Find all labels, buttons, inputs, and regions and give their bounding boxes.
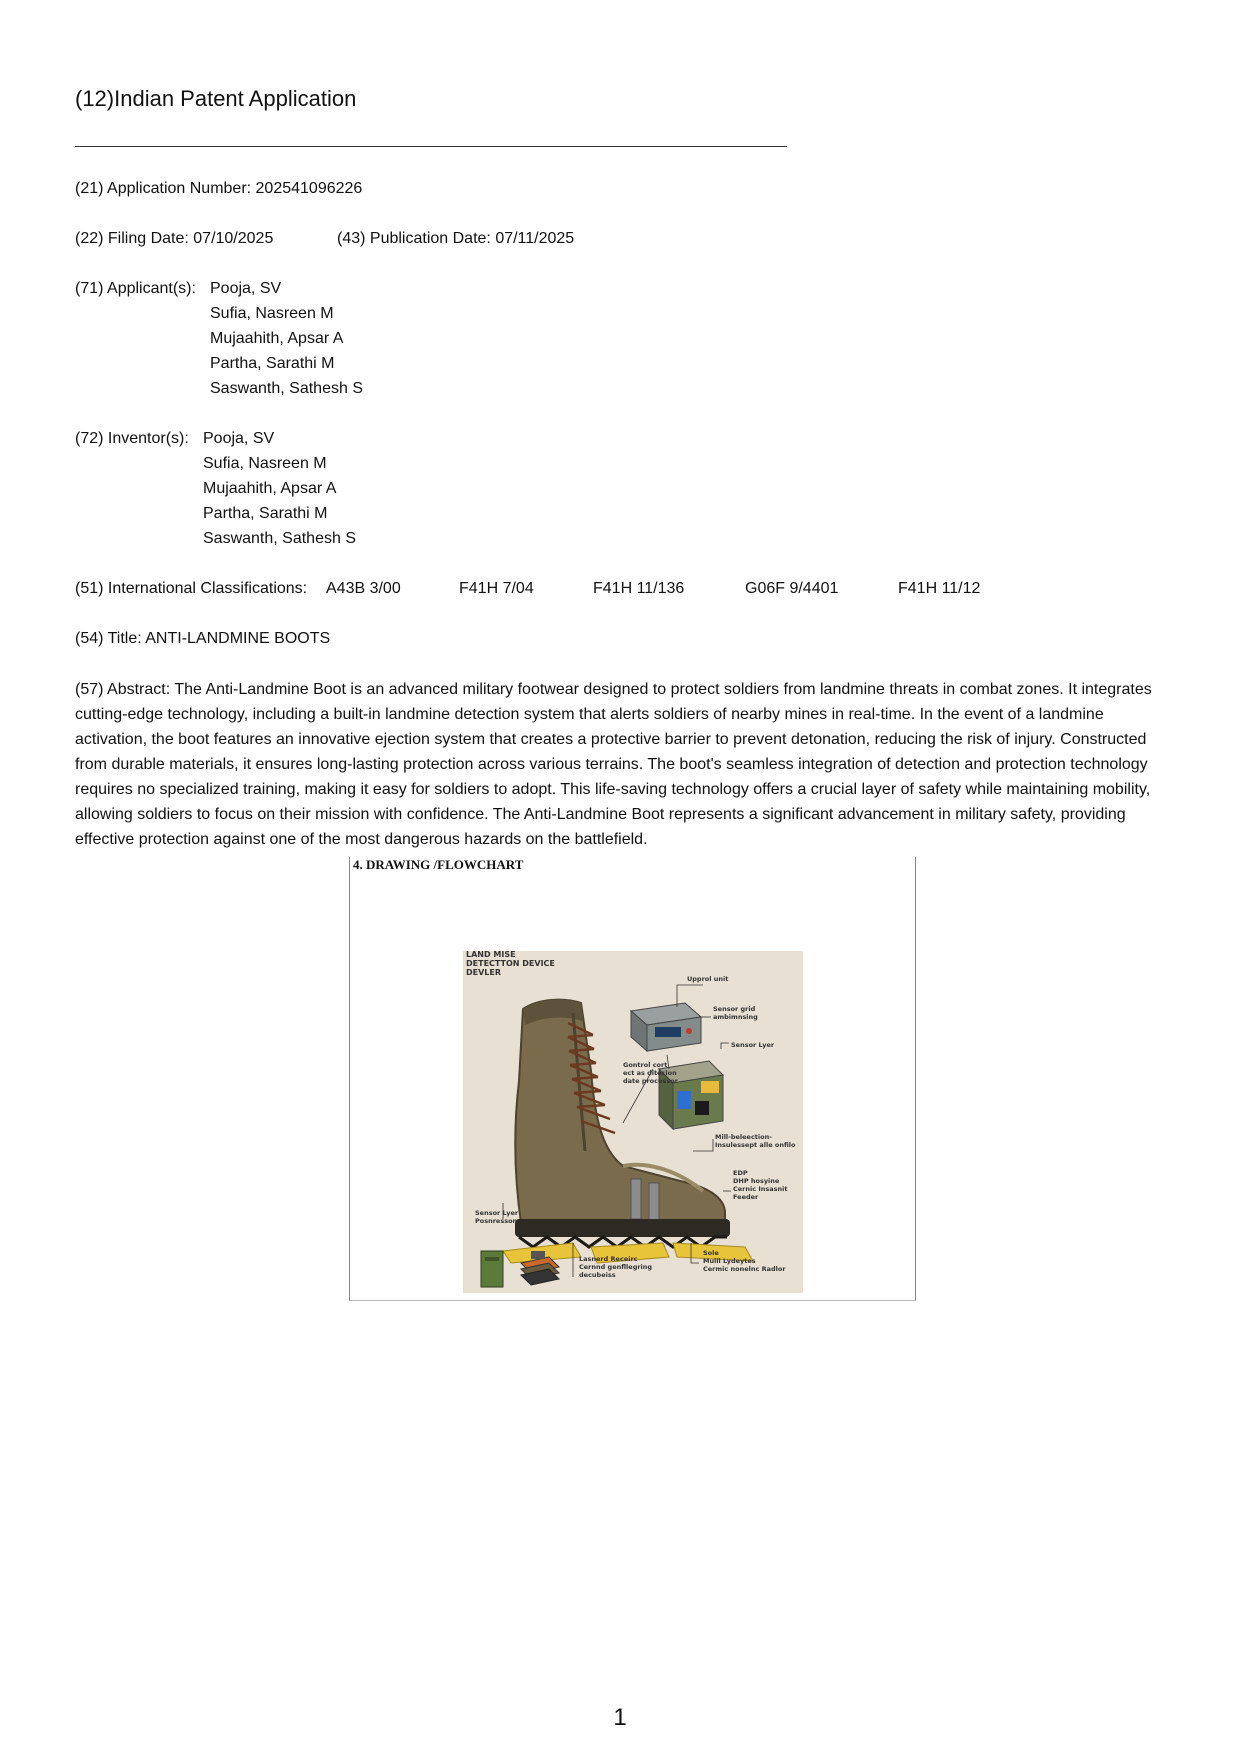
- label-edp: Feeder: [733, 1193, 759, 1201]
- label-lasnerd: decubeiss: [579, 1271, 616, 1279]
- application-number-field: [75, 176, 362, 201]
- filing-date-field: [75, 226, 273, 251]
- label-sole: Mulll Lydeytes: [703, 1257, 756, 1265]
- applicants-list: [210, 276, 363, 401]
- publication-date-value: 07/11/2025: [495, 230, 575, 247]
- classification-code: F41H 11/12: [898, 580, 981, 597]
- document-title: (12)Indian Patent Application: [75, 86, 357, 111]
- applicant-name: Sufia, Nasreen M: [210, 305, 334, 322]
- publication-date-field: [337, 226, 574, 251]
- label-sensor-layer: Sensor Lyer: [731, 1041, 775, 1049]
- publication-date-label: (43) Publication Date:: [337, 230, 496, 247]
- page-number: 1: [613, 1704, 627, 1731]
- label-edp: EDP: [733, 1169, 748, 1177]
- inventors-list: [203, 426, 356, 551]
- label-multi-selection: Insulessept alle onfilo: [715, 1141, 796, 1149]
- inventor-name: Saswanth, Sathesh S: [203, 530, 356, 547]
- label-multi-selection: Mill-beleection-: [715, 1133, 772, 1141]
- label-edp: Cernic Insasnit: [733, 1185, 788, 1193]
- label-sensor-layer-bottom: Sensor Lyer: [475, 1209, 519, 1217]
- abstract-text: The Anti-Landmine Boot is an advanced military footwear designed to protect soldiers from landmine threats in combat zones. It integrates cutting-edge technology, including a built-in landmine detection system that alerts soldiers of nearby mines in real-time. In the event of a landmine activation, the boot features an innovative ejection system that creates a protective barrier to prevent detonation, reducing the risk of injury. Constructed from durable materials, it ensures long-lasting protection across various terrains. The boot's seamless integration of detection and protection technology requires no specialized training, making it easy for soldiers to adopt. This life-saving technology offers a crucial layer of safety while maintaining mobility, allowing soldiers to focus on their mission with confidence. The Anti-Landmine Boot represents a significant advancement in military safety, providing effective protection against one of the most dangerous hazards on the battlefield.: [75, 681, 1152, 848]
- classification-code: F41H 11/136: [593, 580, 685, 597]
- label-sensor-grid: ambimnsing: [713, 1013, 758, 1021]
- label-control-unit: Gontrol cort: [623, 1061, 668, 1069]
- image-title-line: DETECTTON DEVICE: [466, 959, 555, 968]
- title-value: ANTI-LANDMINE BOOTS: [145, 630, 331, 647]
- label-control-unit: date processor: [623, 1077, 678, 1085]
- application-number-value: 202541096226: [255, 180, 363, 197]
- title-rule: [75, 146, 787, 147]
- filing-date-value: 07/10/2025: [193, 230, 274, 247]
- inventor-name: Partha, Sarathi M: [203, 505, 328, 522]
- label-sensor-layer-bottom: Posnresson: [475, 1217, 518, 1225]
- title-label: (54) Title:: [75, 630, 146, 647]
- applicant-name: Mujaahith, Apsar A: [210, 330, 344, 347]
- classification-code: F41H 7/04: [459, 580, 534, 597]
- label-sole: Cermic nonelnc Radlor: [703, 1265, 786, 1273]
- label-lasnerd: Lasnerd Receirc: [579, 1255, 638, 1263]
- filing-date-label: (22) Filing Date:: [75, 230, 194, 247]
- image-title-line: LAND MISE: [466, 951, 516, 959]
- figure-caption: 4. DRAWING /FLOWCHART: [353, 857, 524, 872]
- label-sole: Sole: [703, 1249, 719, 1257]
- applicant-name: Pooja, SV: [210, 280, 282, 297]
- label-control-unit: ect as diteclon: [623, 1069, 677, 1077]
- applicants-label: (71) Applicant(s):: [75, 280, 196, 297]
- abstract-label: (57) Abstract:: [75, 681, 175, 698]
- boot-illustration: [463, 951, 803, 1293]
- green-box-icon: [481, 1251, 503, 1287]
- classification-code: A43B 3/00: [326, 580, 401, 597]
- inventors-label: (72) Inventor(s):: [75, 430, 189, 447]
- image-title-line: DEVLER: [466, 968, 502, 977]
- classifications-label: (51) International Classifications:: [75, 580, 308, 597]
- title-field: [75, 626, 330, 651]
- classification-code: G06F 9/4401: [745, 580, 839, 597]
- inventor-name: Pooja, SV: [203, 430, 275, 447]
- inventor-name: Mujaahith, Apsar A: [203, 480, 337, 497]
- applicant-name: Partha, Sarathi M: [210, 355, 335, 372]
- inventor-name: Sufia, Nasreen M: [203, 455, 327, 472]
- label-sensor-grid: Sensor grid: [713, 1005, 756, 1013]
- applicant-name: Saswanth, Sathesh S: [210, 380, 363, 397]
- abstract-paragraph: [75, 677, 1165, 852]
- control-unit-icon: [631, 1003, 701, 1051]
- label-edp: DHP hosyine: [733, 1177, 780, 1185]
- label-lasnerd: Cernnd genfllegring: [579, 1263, 653, 1271]
- application-number-label: (21) Application Number:: [75, 180, 256, 197]
- illustration-background: [463, 951, 803, 1293]
- label-upper-unit: Upprol unit: [687, 975, 729, 983]
